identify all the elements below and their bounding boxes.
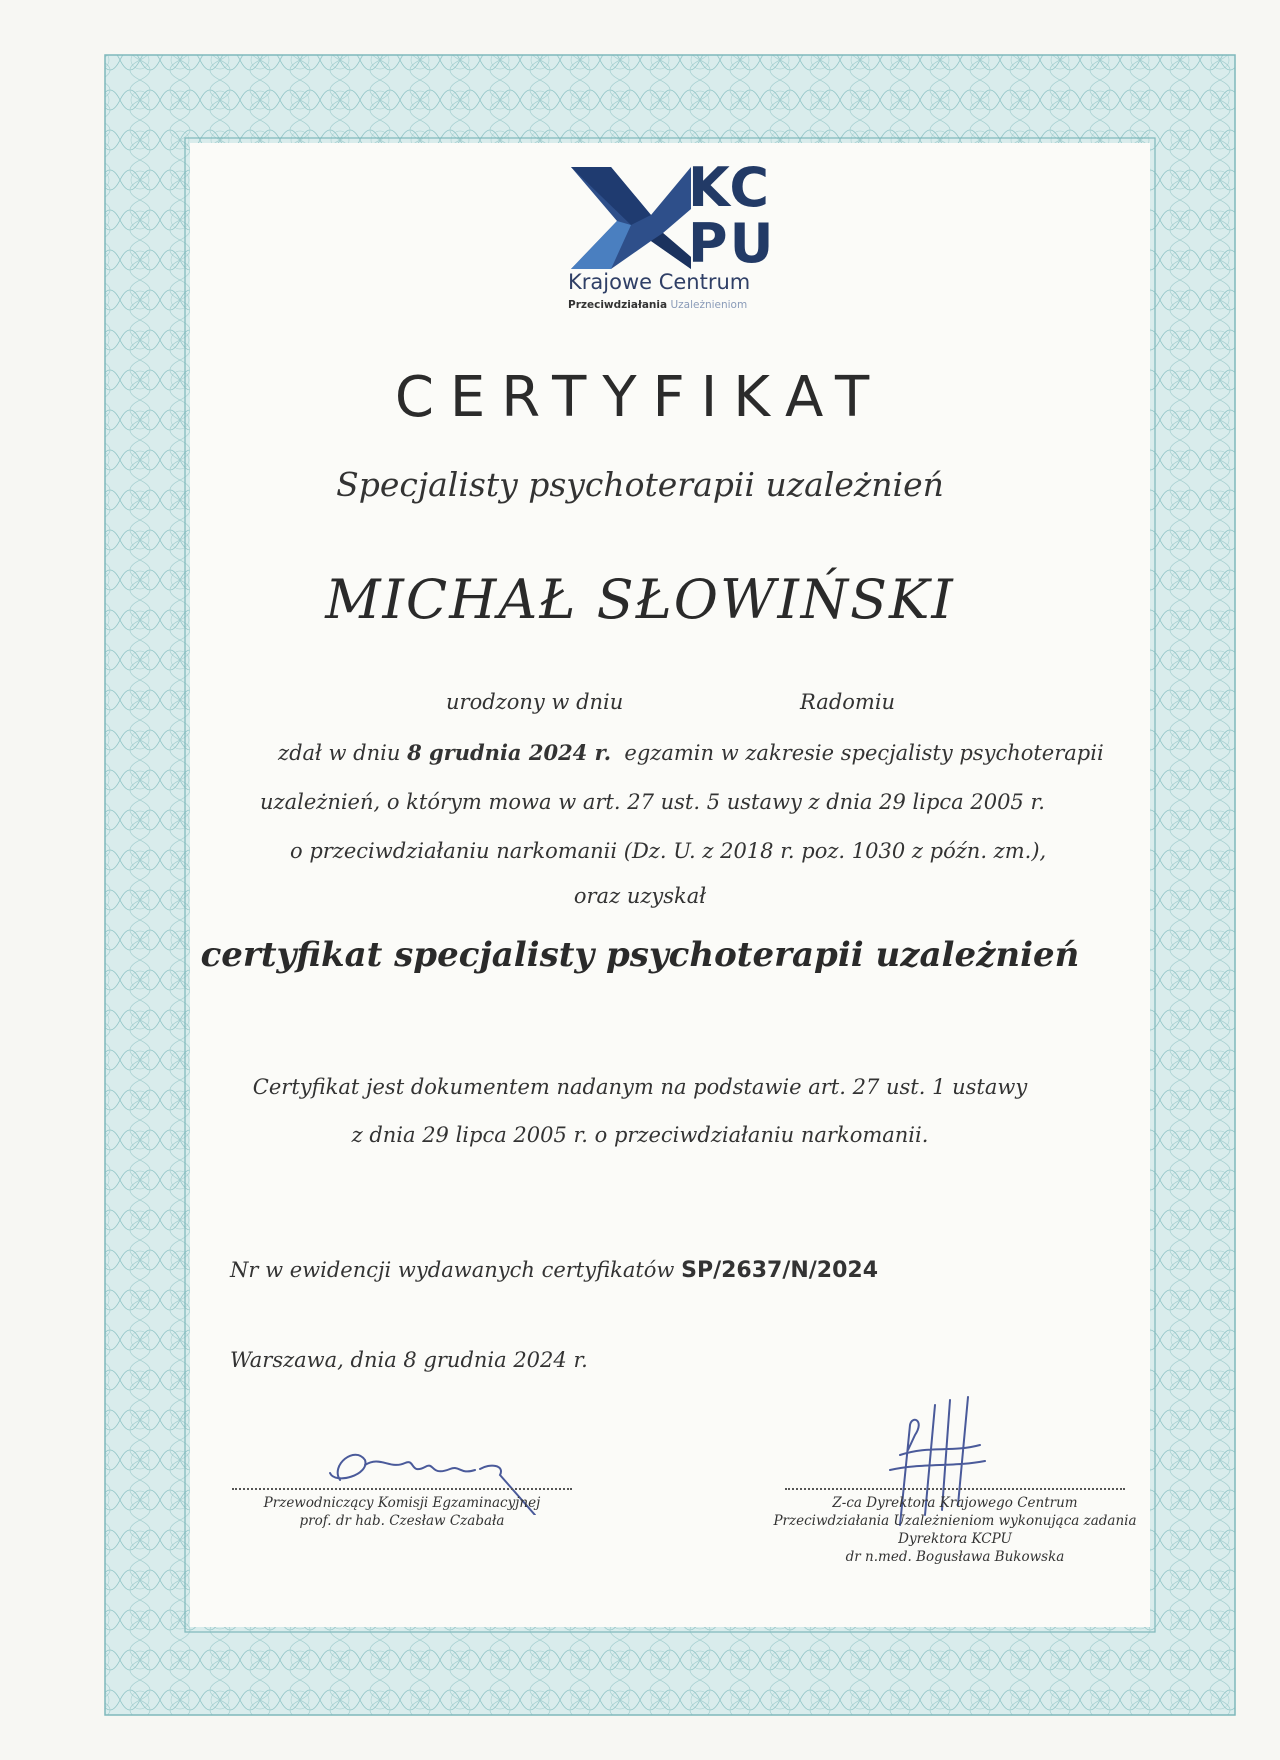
exam-line-2: uzależnień, o którym mowa w art. 27 ust. 5 ustawy z dnia 29 lipca 2005 r. (260, 790, 1045, 814)
logo-subtitle: Przeciwdziałania Uzależnieniom (568, 299, 748, 311)
left-signature-line (232, 1488, 572, 1490)
logo-name: Krajowe Centrum (568, 270, 751, 294)
exam-line-1: zdał w dniu 8 grudnia 2024 r. egzamin w zakresie specjalisty psychoterapii (278, 740, 1104, 765)
exam-line-3: o przeciwdziałaniu narkomanii (Dz. U. z 2018 r. poz. 1030 z późn. zm.), (290, 839, 1047, 863)
exam-line-4: oraz uzyskał (573, 884, 707, 908)
registry-label: Nr w ewidencji wydawanych certyfikatów (230, 1258, 675, 1282)
registry-line (230, 1258, 878, 1283)
certificate-subtitle: Specjalisty psychoterapii uzależnień (336, 465, 944, 504)
right-signature-caption: Z-ca Dyrektora Krajowego Centrum Przeciwdziałania Uzależnieniom wykonująca zadania Dyrektora KCPU dr n.med. Bogusława Bukowska (773, 1495, 1137, 1565)
certificate-title: CERTYFIKAT (394, 365, 886, 430)
holder-name: MICHAŁ SŁOWIŃSKI (325, 568, 955, 631)
legal-basis-line-1: Certyfikat jest dokumentem nadanym na podstawie art. 27 ust. 1 ustawy (252, 1075, 1028, 1099)
left-signature-caption: Przewodniczący Komisji Egzaminacyjnej prof. dr hab. Czesław Czabała (263, 1495, 541, 1529)
logo-letters: KC PU (688, 156, 776, 275)
birth-prefix: urodzony w dniu (446, 690, 624, 714)
registry-number: SP/2637/N/2024 (681, 1258, 879, 1283)
legal-basis-line-2: z dnia 29 lipca 2005 r. o przeciwdziałaniu narkomanii. (351, 1123, 929, 1147)
right-signature-line (785, 1488, 1125, 1490)
place-date: Warszawa, dnia 8 grudnia 2024 r. (230, 1348, 588, 1372)
certificate-statement: certyfikat specjalisty psychoterapii uzależnień (200, 935, 1080, 975)
birth-place: Radomiu (800, 690, 896, 714)
